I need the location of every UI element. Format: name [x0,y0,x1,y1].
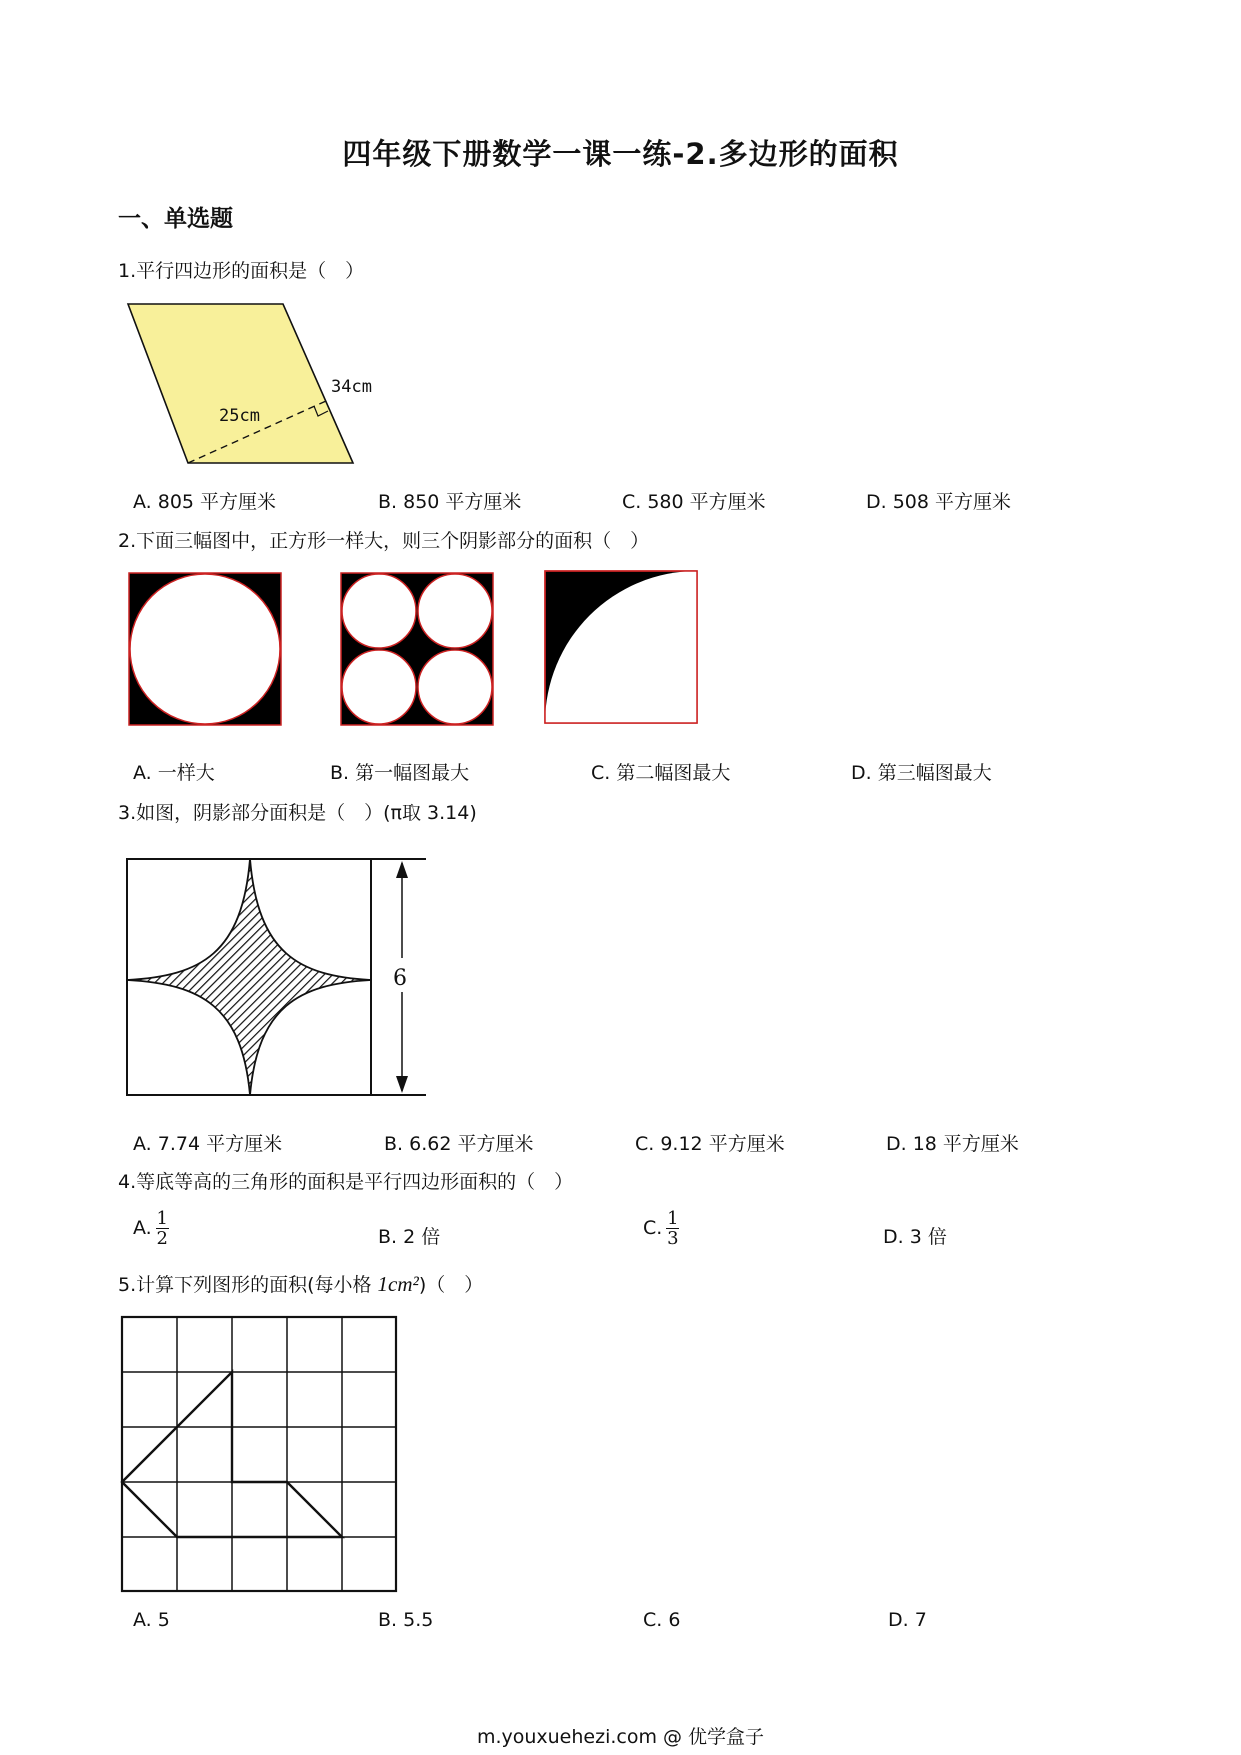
question-4-option-a[interactable] [133,1210,169,1247]
dimension-arrow-bottom [396,1076,408,1093]
question-5-stem [118,1270,483,1297]
question-4-option-b[interactable] [378,1222,440,1249]
question-2-stem: 2.下面三幅图中，正方形一样大，则三个阴影部分的面积（ ） [118,530,650,552]
question-4-option-c[interactable] [643,1210,679,1247]
question-1-option-a[interactable]: A. 805 平方厘米 [133,491,277,513]
question-5-option-a[interactable]: A. 5 [133,1609,170,1631]
footer-link[interactable]: m.youxuehezi.com @ 优学盒子 [476,1726,765,1748]
parallelogram-shape [128,304,353,463]
stem-suffix: )（ ） [418,1274,484,1296]
question-3-option-a[interactable]: A. 7.74 平方厘米 [133,1133,283,1155]
question-5-option-c[interactable]: C. 6 [643,1609,681,1631]
four-quarter-circles-figure [126,858,431,1098]
question-2-option-a[interactable]: A. 一样大 [133,762,215,784]
fraction-numerator: 1 [667,1208,679,1229]
option-letter: A. [133,1217,152,1239]
question-3-option-d[interactable]: D. 18 平方厘米 [886,1133,1019,1155]
question-2-option-d[interactable]: D. 第三幅图最大 [851,762,992,784]
grid-lines [122,1317,396,1591]
question-1-stem: 1.平行四边形的面积是（ ） [118,260,365,282]
option-text: 2 倍 [403,1226,441,1248]
dimension-arrow-top [396,861,408,878]
height-label: 34cm [331,377,372,397]
question-2-option-c[interactable]: C. 第二幅图最大 [591,762,731,784]
square-one-circle-figure [129,573,281,725]
square-four-circles-figure [341,573,493,725]
page-title: 四年级下册数学一课一练-2.多边形的面积 [342,137,899,171]
parallelogram-figure [118,300,398,475]
section-heading: 一、单选题 [118,206,233,232]
fraction-numerator: 1 [156,1208,168,1229]
question-1-option-c[interactable]: C. 580 平方厘米 [622,491,766,513]
question-3-option-b[interactable]: B. 6.62 平方厘米 [384,1133,534,1155]
question-3-stem: 3.如图，阴影部分面积是（ ）(π取 3.14) [118,802,477,824]
question-3-option-c[interactable]: C. 9.12 平方厘米 [635,1133,785,1155]
fraction-denominator: 3 [667,1228,679,1249]
grid-figure [121,1316,397,1592]
square-quarter-circle-figure [545,571,697,723]
base-label: 25cm [219,406,260,426]
option-text: 3 倍 [909,1226,947,1248]
option-letter: D. [883,1226,904,1248]
option-letter: C. [643,1217,663,1239]
question-1-option-b[interactable]: B. 850 平方厘米 [378,491,522,513]
question-5-option-b[interactable]: B. 5.5 [378,1609,434,1631]
side-length-label: 6 [393,966,407,991]
fraction-one-half [156,1210,169,1247]
question-1-option-d[interactable]: D. 508 平方厘米 [866,491,1012,513]
question-5-option-d[interactable]: D. 7 [888,1609,927,1631]
option-letter: B. [378,1226,398,1248]
question-4-stem: 4.等底等高的三角形的面积是平行四边形面积的（ ） [118,1171,574,1193]
fraction-one-third [666,1210,679,1247]
question-2-option-b[interactable]: B. 第一幅图最大 [330,762,470,784]
stem-prefix: 5.计算下列图形的面积(每小格 [118,1274,372,1296]
stem-unit: 1cm² [377,1272,419,1296]
fraction-denominator: 2 [156,1228,168,1249]
question-4-option-d[interactable] [883,1222,947,1249]
